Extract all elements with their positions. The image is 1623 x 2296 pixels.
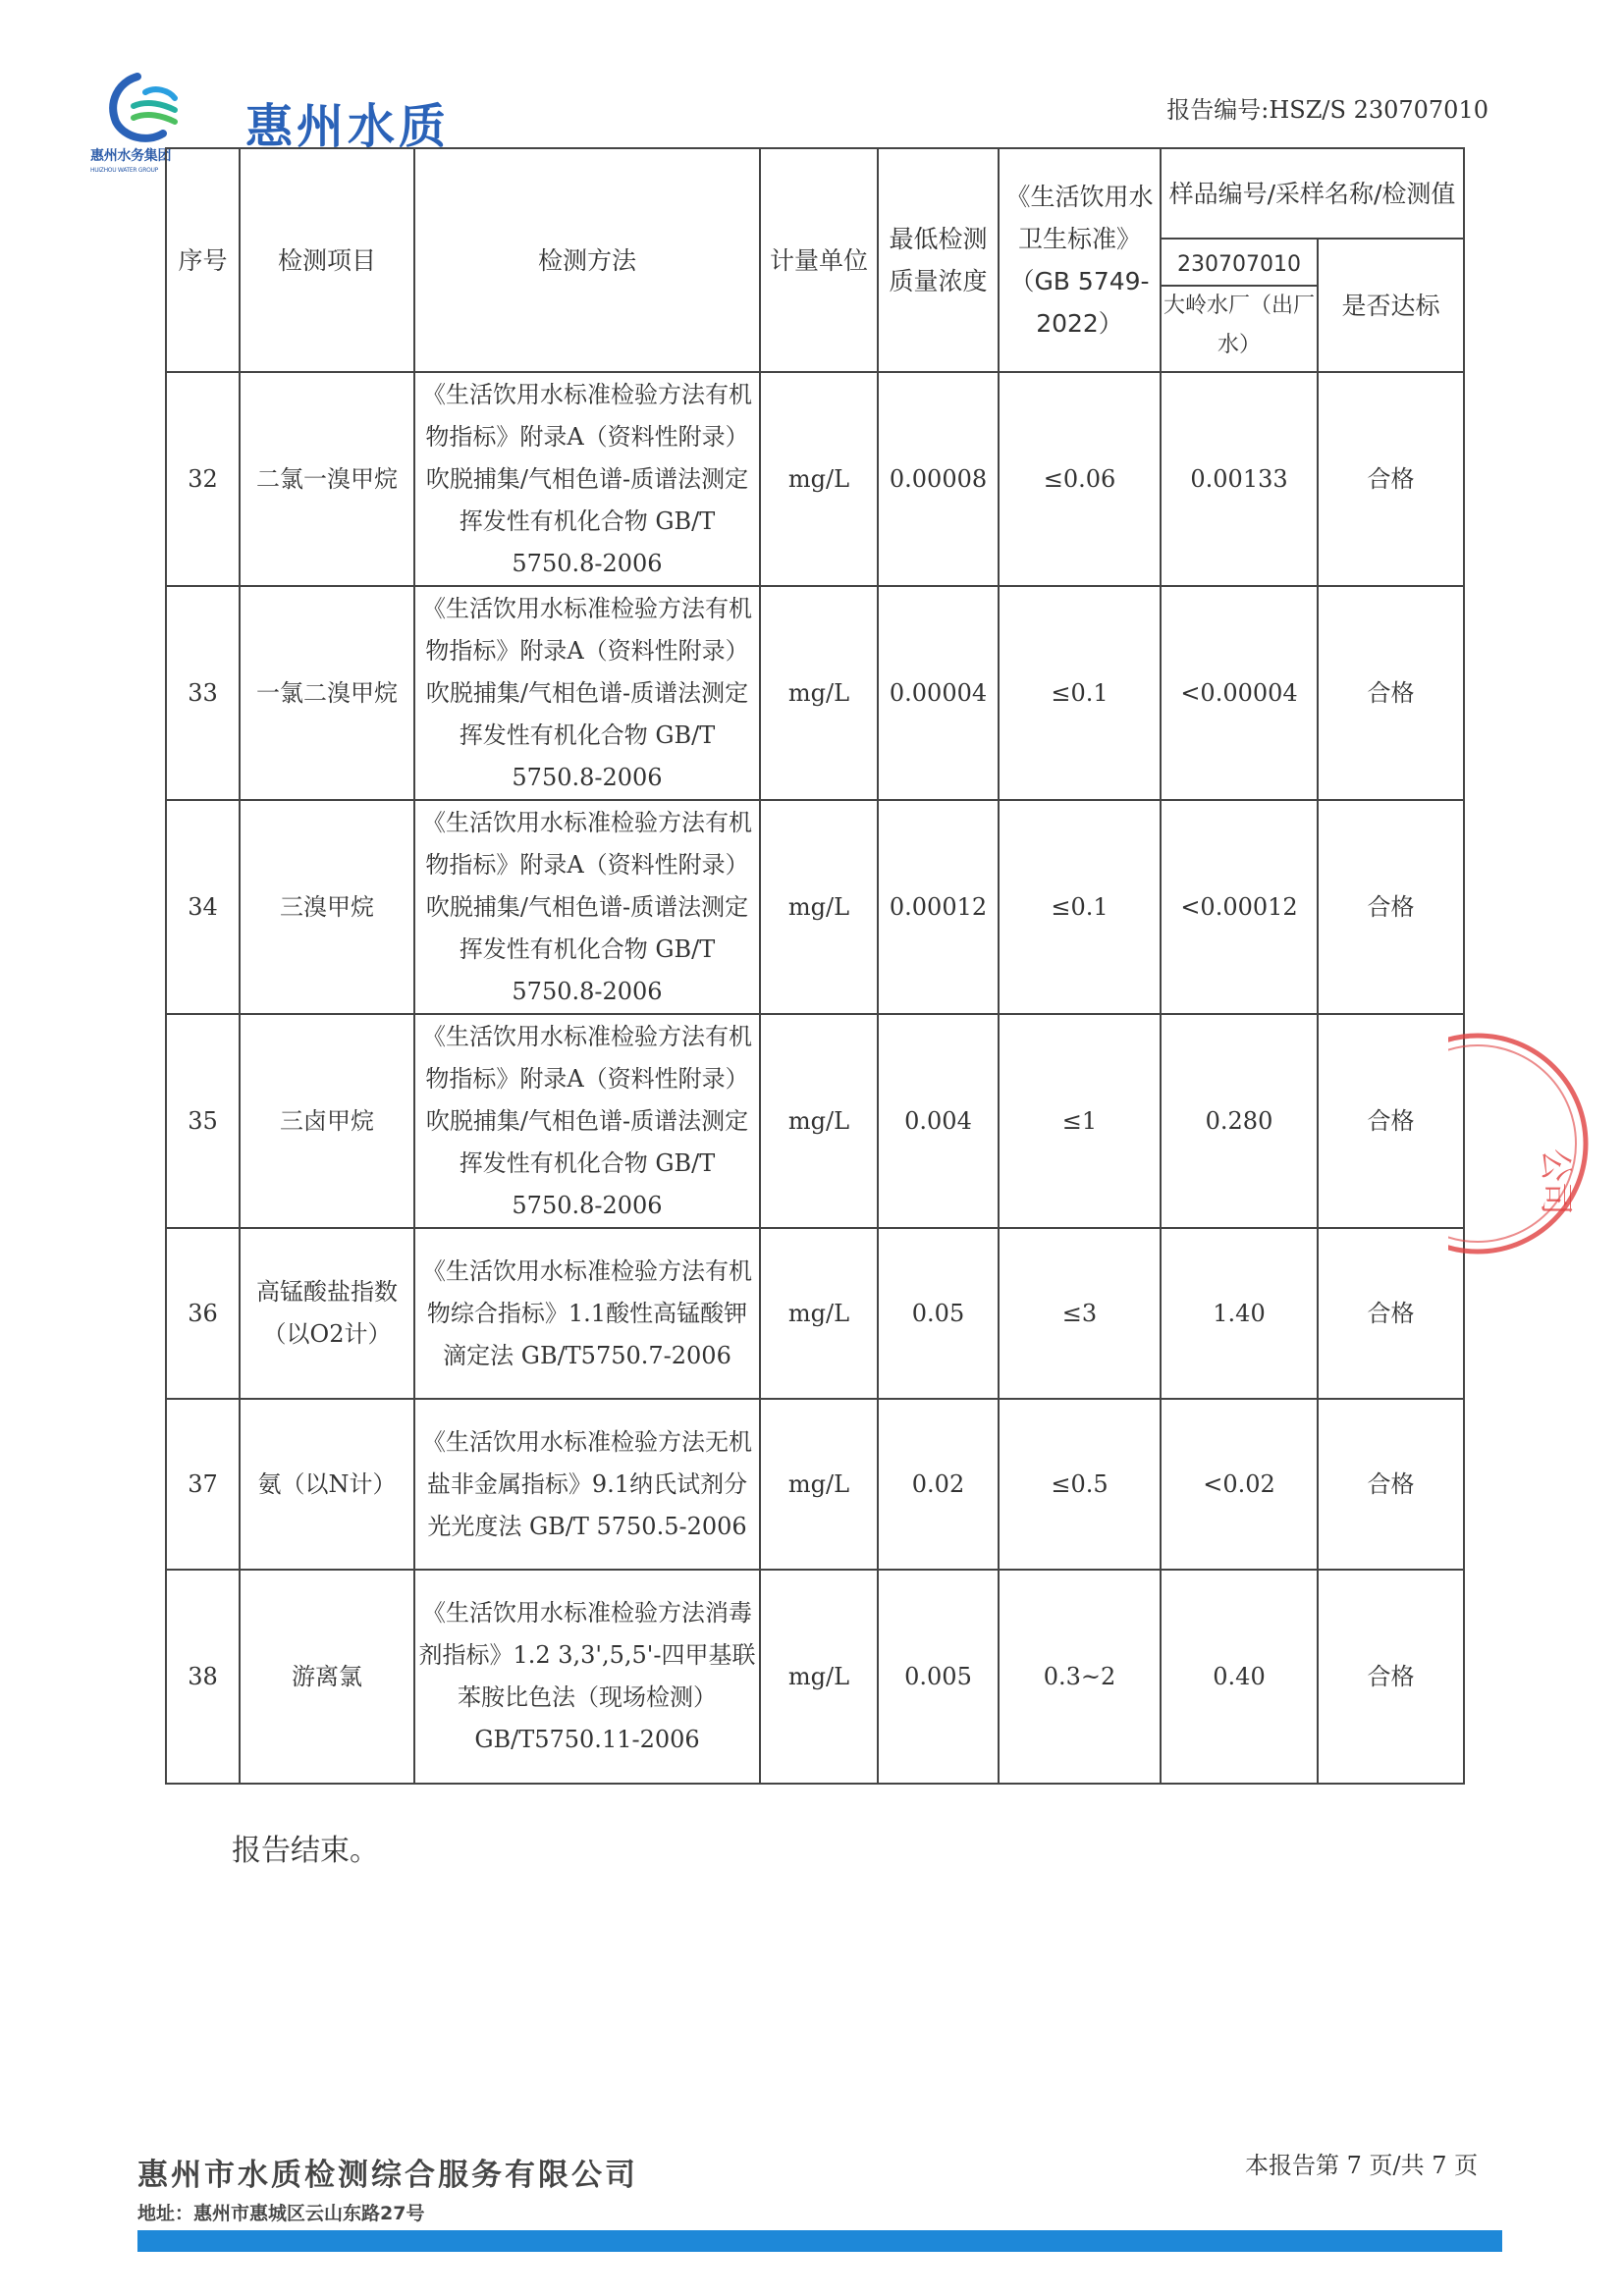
footer-bar (137, 2230, 1502, 2252)
company-logo (90, 69, 206, 174)
cell-value: 0.40 (1161, 1570, 1318, 1784)
cell-item: 三卤甲烷 (240, 1014, 414, 1228)
cell-unit: mg/L (760, 800, 878, 1014)
cell-result: 合格 (1318, 1570, 1464, 1784)
report-end-text: 报告结束。 (232, 1834, 379, 1868)
cell-result: 合格 (1318, 1014, 1464, 1228)
cell-result: 合格 (1318, 1399, 1464, 1570)
cell-value: <0.00004 (1161, 586, 1318, 800)
cell-value: 0.00133 (1161, 372, 1318, 586)
seal-text: 公司 (1536, 1148, 1575, 1215)
report-number: 报告编号:HSZ/S 230707010 (1166, 96, 1488, 124)
cell-value: 0.280 (1161, 1014, 1318, 1228)
company-seal (1448, 1021, 1605, 1266)
cell-mdl: 0.004 (878, 1014, 999, 1228)
cell-seq: 36 (166, 1228, 240, 1399)
cell-standard: 0.3~2 (999, 1570, 1161, 1784)
cell-result: 合格 (1318, 372, 1464, 586)
cell-mdl: 0.05 (878, 1228, 999, 1399)
cell-item: 游离氯 (240, 1570, 414, 1784)
logo-caption-en: HUIZHOU WATER GROUP (90, 167, 158, 174)
cell-item: 二氯一溴甲烷 (240, 372, 414, 586)
cell-seq: 32 (166, 372, 240, 586)
cell-mdl: 0.00004 (878, 586, 999, 800)
cell-value: 1.40 (1161, 1228, 1318, 1399)
cell-result: 合格 (1318, 800, 1464, 1014)
table-row (166, 1014, 1464, 1228)
seal-stamp-icon (1448, 1021, 1605, 1266)
cell-standard: ≤0.06 (999, 372, 1161, 586)
cell-unit: mg/L (760, 1014, 878, 1228)
logo-caption-cn: 惠州水务集团 (90, 148, 172, 164)
cell-mdl: 0.02 (878, 1399, 999, 1570)
footer-page-number: 本报告第 7 页/共 7 页 (1245, 2152, 1479, 2179)
cell-seq: 35 (166, 1014, 240, 1228)
header-sample-no: 230707010 (1162, 245, 1317, 287)
header-item: 检测项目 (240, 148, 414, 372)
cell-seq: 38 (166, 1570, 240, 1784)
table-row (166, 1228, 1464, 1399)
cell-standard: ≤0.5 (999, 1399, 1161, 1570)
cell-method: 《生活饮用水标准检验方法有机物指标》附录A（资料性附录）吹脱捕集/气相色谱-质谱法测定挥发性有机化合物 GB/T 5750.8-2006 (414, 586, 760, 800)
cell-item: 高锰酸盐指数（以O2计） (240, 1228, 414, 1399)
cell-item: 一氯二溴甲烷 (240, 586, 414, 800)
header-sample-group: 样品编号/采样名称/检测值 (1161, 148, 1464, 239)
cell-seq: 33 (166, 586, 240, 800)
cell-value: <0.02 (1161, 1399, 1318, 1570)
cell-unit: mg/L (760, 1570, 878, 1784)
cell-mdl: 0.00012 (878, 800, 999, 1014)
header-unit: 计量单位 (760, 148, 878, 372)
results-table (165, 147, 1465, 1785)
cell-unit: mg/L (760, 1399, 878, 1570)
cell-unit: mg/L (760, 586, 878, 800)
header-sample-name: 大岭水厂（出厂水） (1163, 294, 1316, 357)
cell-unit: mg/L (760, 372, 878, 586)
header-seq: 序号 (166, 148, 240, 372)
cell-method: 《生活饮用水标准检验方法有机物综合指标》1.1酸性高锰酸钾滴定法 GB/T5750.7-2006 (414, 1228, 760, 1399)
cell-value: <0.00012 (1161, 800, 1318, 1014)
cell-method: 《生活饮用水标准检验方法有机物指标》附录A（资料性附录）吹脱捕集/气相色谱-质谱法测定挥发性有机化合物 GB/T 5750.8-2006 (414, 800, 760, 1014)
cell-seq: 37 (166, 1399, 240, 1570)
cell-standard: ≤0.1 (999, 586, 1161, 800)
cell-unit: mg/L (760, 1228, 878, 1399)
cell-seq: 34 (166, 800, 240, 1014)
header-compliance: 是否达标 (1318, 239, 1464, 372)
cell-method: 《生活饮用水标准检验方法消毒剂指标》1.2 3,3',5,5'-四甲基联苯胺比色法（现场检测）GB/T5750.11-2006 (414, 1570, 760, 1784)
cell-item: 三溴甲烷 (240, 800, 414, 1014)
header-sample (1161, 239, 1318, 372)
header-standard: 《生活饮用水卫生标准》（GB 5749-2022） (999, 148, 1161, 372)
table-row (166, 1399, 1464, 1570)
cell-result: 合格 (1318, 586, 1464, 800)
cell-standard: ≤1 (999, 1014, 1161, 1228)
table-row (166, 586, 1464, 800)
footer-address: 地址：惠州市惠城区云山东路27号 (137, 2203, 425, 2224)
footer-company: 惠州市水质检测综合服务有限公司 (137, 2158, 638, 2193)
cell-standard: ≤3 (999, 1228, 1161, 1399)
table-row (166, 372, 1464, 586)
water-drop-logo-icon (98, 69, 206, 147)
cell-result: 合格 (1318, 1228, 1464, 1399)
cell-mdl: 0.00008 (878, 372, 999, 586)
report-header (90, 59, 1512, 174)
logo-caption (90, 145, 171, 175)
cell-method: 《生活饮用水标准检验方法无机盐非金属指标》9.1纳氏试剂分光光度法 GB/T 5750.5-2006 (414, 1399, 760, 1570)
cell-mdl: 0.005 (878, 1570, 999, 1784)
cell-method: 《生活饮用水标准检验方法有机物指标》附录A（资料性附录）吹脱捕集/气相色谱-质谱法测定挥发性有机化合物 GB/T 5750.8-2006 (414, 1014, 760, 1228)
header-mdl: 最低检测质量浓度 (878, 148, 999, 372)
cell-standard: ≤0.1 (999, 800, 1161, 1014)
cell-method: 《生活饮用水标准检验方法有机物指标》附录A（资料性附录）吹脱捕集/气相色谱-质谱法测定挥发性有机化合物 GB/T 5750.8-2006 (414, 372, 760, 586)
table-row (166, 800, 1464, 1014)
brand-title: 惠州水质 (245, 99, 451, 154)
header-method: 检测方法 (414, 148, 760, 372)
cell-item: 氨（以N计） (240, 1399, 414, 1570)
table-row (166, 1570, 1464, 1784)
